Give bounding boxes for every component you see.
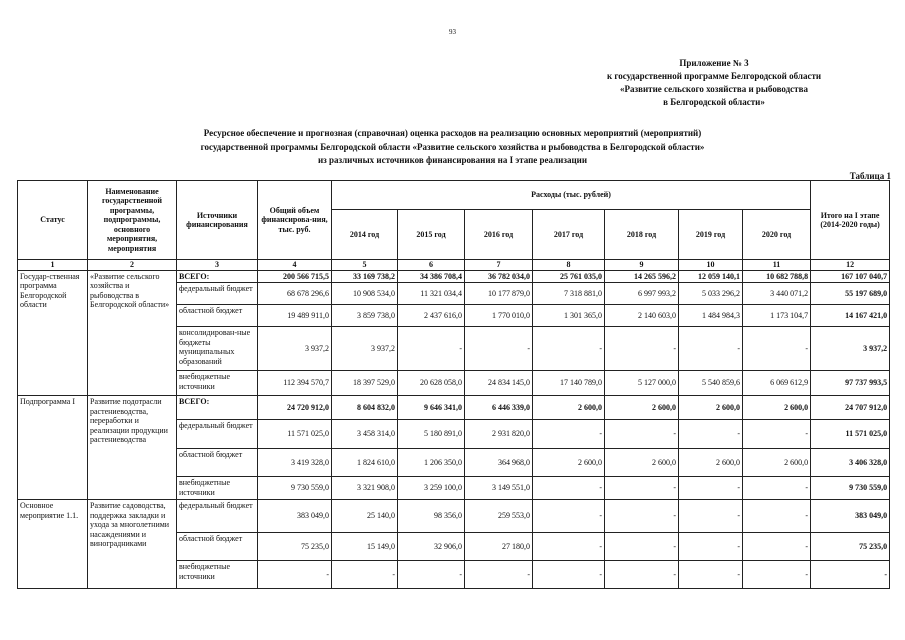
year-value-cell: - — [533, 327, 605, 371]
year-value-cell: 25 761 035,0 — [533, 270, 605, 283]
year-value-cell: 8 604 832,0 — [332, 396, 398, 420]
header-year: 2017 год — [533, 210, 605, 260]
header-index: 12 — [811, 260, 890, 271]
appendix-line-3: «Развитие сельского хозяйства и рыбоводства — [620, 84, 808, 94]
source-cell: областной бюджет — [177, 449, 258, 477]
year-value-cell: 25 140,0 — [332, 500, 398, 533]
year-value-cell: 2 600,0 — [679, 396, 743, 420]
year-value-cell: 1 206 350,0 — [398, 449, 465, 477]
itogo-cell: 11 571 025,0 — [811, 420, 890, 449]
table-row — [18, 270, 890, 283]
header-year: 2020 год — [743, 210, 811, 260]
source-cell: областной бюджет — [177, 305, 258, 327]
year-value-cell: - — [679, 561, 743, 589]
header-year: 2018 год — [605, 210, 679, 260]
total-cell: 112 394 570,7 — [258, 371, 332, 396]
appendix-header — [549, 57, 879, 109]
year-value-cell: 2 600,0 — [679, 449, 743, 477]
year-value-cell: 2 600,0 — [743, 449, 811, 477]
year-value-cell: 10 177 879,0 — [465, 283, 533, 305]
header-status: Статус — [18, 181, 88, 260]
year-value-cell: 5 540 859,6 — [679, 371, 743, 396]
year-value-cell: 14 265 596,2 — [605, 270, 679, 283]
year-value-cell: - — [533, 420, 605, 449]
header-index: 2 — [88, 260, 177, 271]
year-value-cell: 1 484 984,3 — [679, 305, 743, 327]
year-value-cell: 98 356,0 — [398, 500, 465, 533]
source-cell: федеральный бюджет — [177, 283, 258, 305]
year-value-cell: - — [679, 327, 743, 371]
year-value-cell: - — [332, 561, 398, 589]
title-line-3: из различных источников финансирования на I этапе реализации — [317, 155, 588, 165]
header-index: 7 — [465, 260, 533, 271]
year-value-cell: - — [679, 477, 743, 500]
appendix-line-1: Приложение № 3 — [679, 58, 749, 68]
header-index: 6 — [398, 260, 465, 271]
table-row — [18, 500, 890, 533]
year-value-cell: 5 180 891,0 — [398, 420, 465, 449]
total-cell: 200 566 715,5 — [258, 270, 332, 283]
status-cell: Подпрограмма I — [18, 396, 88, 500]
year-value-cell: - — [605, 327, 679, 371]
total-cell: 19 489 911,0 — [258, 305, 332, 327]
year-value-cell: 364 968,0 — [465, 449, 533, 477]
itogo-cell: 55 197 689,0 — [811, 283, 890, 305]
year-value-cell: - — [533, 533, 605, 561]
header-year: 2015 год — [398, 210, 465, 260]
header-index: 3 — [177, 260, 258, 271]
header-name: Наименование государственной программы, подпрограммы, основного мероприятия, мероприятия — [88, 181, 177, 260]
name-cell: Развитие садоводства, поддержка закладки и ухода за многолетними насаждениями и виноградниками — [88, 500, 177, 589]
header-index: 5 — [332, 260, 398, 271]
table-label: Таблица 1 — [849, 171, 891, 181]
year-value-cell: - — [743, 500, 811, 533]
year-value-cell: 2 600,0 — [533, 449, 605, 477]
year-value-cell: 9 646 341,0 — [398, 396, 465, 420]
resource-table — [17, 180, 890, 589]
year-value-cell: 24 834 145,0 — [465, 371, 533, 396]
itogo-cell: - — [811, 561, 890, 589]
total-cell: 68 678 296,6 — [258, 283, 332, 305]
year-value-cell: 2 600,0 — [533, 396, 605, 420]
year-value-cell: 2 600,0 — [605, 449, 679, 477]
year-value-cell: 20 628 058,0 — [398, 371, 465, 396]
source-cell: федеральный бюджет — [177, 420, 258, 449]
source-cell: ВСЕГО: — [177, 270, 258, 283]
header-index: 9 — [605, 260, 679, 271]
year-value-cell: - — [533, 500, 605, 533]
header-index: 10 — [679, 260, 743, 271]
title-line-1: Ресурсное обеспечение и прогнозная (справочная) оценка расходов на реализацию основных мероприятий (мероприятий) — [203, 128, 702, 138]
header-sources: Источники финансирования — [177, 181, 258, 260]
year-value-cell: - — [398, 561, 465, 589]
year-value-cell: 6 069 612,9 — [743, 371, 811, 396]
year-value-cell: - — [605, 500, 679, 533]
header-year: 2019 год — [679, 210, 743, 260]
itogo-cell: 97 737 993,5 — [811, 371, 890, 396]
year-value-cell: 7 318 881,0 — [533, 283, 605, 305]
year-value-cell: 1 770 010,0 — [465, 305, 533, 327]
year-value-cell: 10 682 788,8 — [743, 270, 811, 283]
year-value-cell: 2 140 603,0 — [605, 305, 679, 327]
year-value-cell: 1 824 610,0 — [332, 449, 398, 477]
year-value-cell: 18 397 529,0 — [332, 371, 398, 396]
year-value-cell: 10 908 534,0 — [332, 283, 398, 305]
itogo-cell: 75 235,0 — [811, 533, 890, 561]
year-value-cell: 3 859 738,0 — [332, 305, 398, 327]
year-value-cell: 5 127 000,0 — [605, 371, 679, 396]
header-year: 2016 год — [465, 210, 533, 260]
year-value-cell: 1 173 104,7 — [743, 305, 811, 327]
total-cell: 75 235,0 — [258, 533, 332, 561]
year-value-cell: - — [743, 561, 811, 589]
total-cell: 3 419 328,0 — [258, 449, 332, 477]
appendix-line-2: к государственной программе Белгородской области — [606, 71, 822, 81]
year-value-cell: - — [743, 420, 811, 449]
header-total: Общий объем финансирова-ния, тыс. руб. — [258, 181, 332, 260]
total-cell: 11 571 025,0 — [258, 420, 332, 449]
year-value-cell: - — [398, 327, 465, 371]
source-cell: внебюджетные источники — [177, 561, 258, 589]
year-value-cell: 12 059 140,1 — [679, 270, 743, 283]
year-value-cell: 2 931 820,0 — [465, 420, 533, 449]
year-value-cell: - — [679, 533, 743, 561]
year-value-cell: 11 321 034,4 — [398, 283, 465, 305]
year-value-cell: - — [679, 420, 743, 449]
table-row — [18, 396, 890, 420]
year-value-cell: - — [533, 477, 605, 500]
name-cell: «Развитие сельского хозяйства и рыбоводства в Белгородской области» — [88, 270, 177, 396]
header-index: 11 — [743, 260, 811, 271]
total-cell: 3 937,2 — [258, 327, 332, 371]
year-value-cell: - — [465, 327, 533, 371]
header-index: 1 — [18, 260, 88, 271]
header-expenses: Расходы (тыс. рублей) — [332, 181, 811, 210]
year-value-cell: - — [679, 500, 743, 533]
total-cell: 9 730 559,0 — [258, 477, 332, 500]
itogo-cell: 9 730 559,0 — [811, 477, 890, 500]
year-value-cell: 15 149,0 — [332, 533, 398, 561]
status-cell: Государ-ственная программа Белгородской области — [18, 270, 88, 396]
year-value-cell: 259 553,0 — [465, 500, 533, 533]
year-value-cell: - — [743, 477, 811, 500]
source-cell: внебюджетные источники — [177, 371, 258, 396]
year-value-cell: 36 782 034,0 — [465, 270, 533, 283]
year-value-cell: - — [605, 533, 679, 561]
source-cell: внебюджетные источники — [177, 477, 258, 500]
year-value-cell: 17 140 789,0 — [533, 371, 605, 396]
year-value-cell: - — [605, 420, 679, 449]
year-value-cell: 3 259 100,0 — [398, 477, 465, 500]
year-value-cell: 6 446 339,0 — [465, 396, 533, 420]
year-value-cell: 2 600,0 — [605, 396, 679, 420]
year-value-cell: - — [465, 561, 533, 589]
header-year: 2014 год — [332, 210, 398, 260]
source-cell: областной бюджет — [177, 533, 258, 561]
header-index: 8 — [533, 260, 605, 271]
year-value-cell: 3 458 314,0 — [332, 420, 398, 449]
year-value-cell: - — [743, 327, 811, 371]
year-value-cell: 2 437 616,0 — [398, 305, 465, 327]
year-value-cell: - — [605, 561, 679, 589]
year-value-cell: 3 149 551,0 — [465, 477, 533, 500]
total-cell: 24 720 912,0 — [258, 396, 332, 420]
itogo-cell: 3 937,2 — [811, 327, 890, 371]
year-value-cell: 33 169 738,2 — [332, 270, 398, 283]
year-value-cell: 6 997 993,2 — [605, 283, 679, 305]
status-cell: Основное мероприятие 1.1. — [18, 500, 88, 589]
appendix-line-4: в Белгородской области» — [663, 97, 765, 107]
header-itogo: Итого на I этапе (2014-2020 годы) — [811, 181, 890, 260]
year-value-cell: 1 301 365,0 — [533, 305, 605, 327]
page-number: 93 — [449, 28, 456, 36]
itogo-cell: 167 107 040,7 — [811, 270, 890, 283]
year-value-cell: - — [743, 533, 811, 561]
source-cell: федеральный бюджет — [177, 500, 258, 533]
document-title — [0, 127, 905, 168]
year-value-cell: - — [533, 561, 605, 589]
itogo-cell: 24 707 912,0 — [811, 396, 890, 420]
year-value-cell: 34 386 708,4 — [398, 270, 465, 283]
year-value-cell: 2 600,0 — [743, 396, 811, 420]
total-cell: - — [258, 561, 332, 589]
total-cell: 383 049,0 — [258, 500, 332, 533]
year-value-cell: - — [605, 477, 679, 500]
year-value-cell: 32 906,0 — [398, 533, 465, 561]
header-index: 4 — [258, 260, 332, 271]
year-value-cell: 3 321 908,0 — [332, 477, 398, 500]
itogo-cell: 383 049,0 — [811, 500, 890, 533]
year-value-cell: 27 180,0 — [465, 533, 533, 561]
itogo-cell: 3 406 328,0 — [811, 449, 890, 477]
year-value-cell: 3 937,2 — [332, 327, 398, 371]
itogo-cell: 14 167 421,0 — [811, 305, 890, 327]
title-line-2: государственной программы Белгородской области «Развитие сельского хозяйства и рыбоводства в Белгородской области» — [200, 141, 705, 152]
year-value-cell: 3 440 071,2 — [743, 283, 811, 305]
year-value-cell: 5 033 296,2 — [679, 283, 743, 305]
name-cell: Развитие подотрасли растениеводства, переработки и реализации продукции растениеводства — [88, 396, 177, 500]
source-cell: консолидирован-ные бюджеты муниципальных образований — [177, 327, 258, 371]
source-cell: ВСЕГО: — [177, 396, 258, 420]
